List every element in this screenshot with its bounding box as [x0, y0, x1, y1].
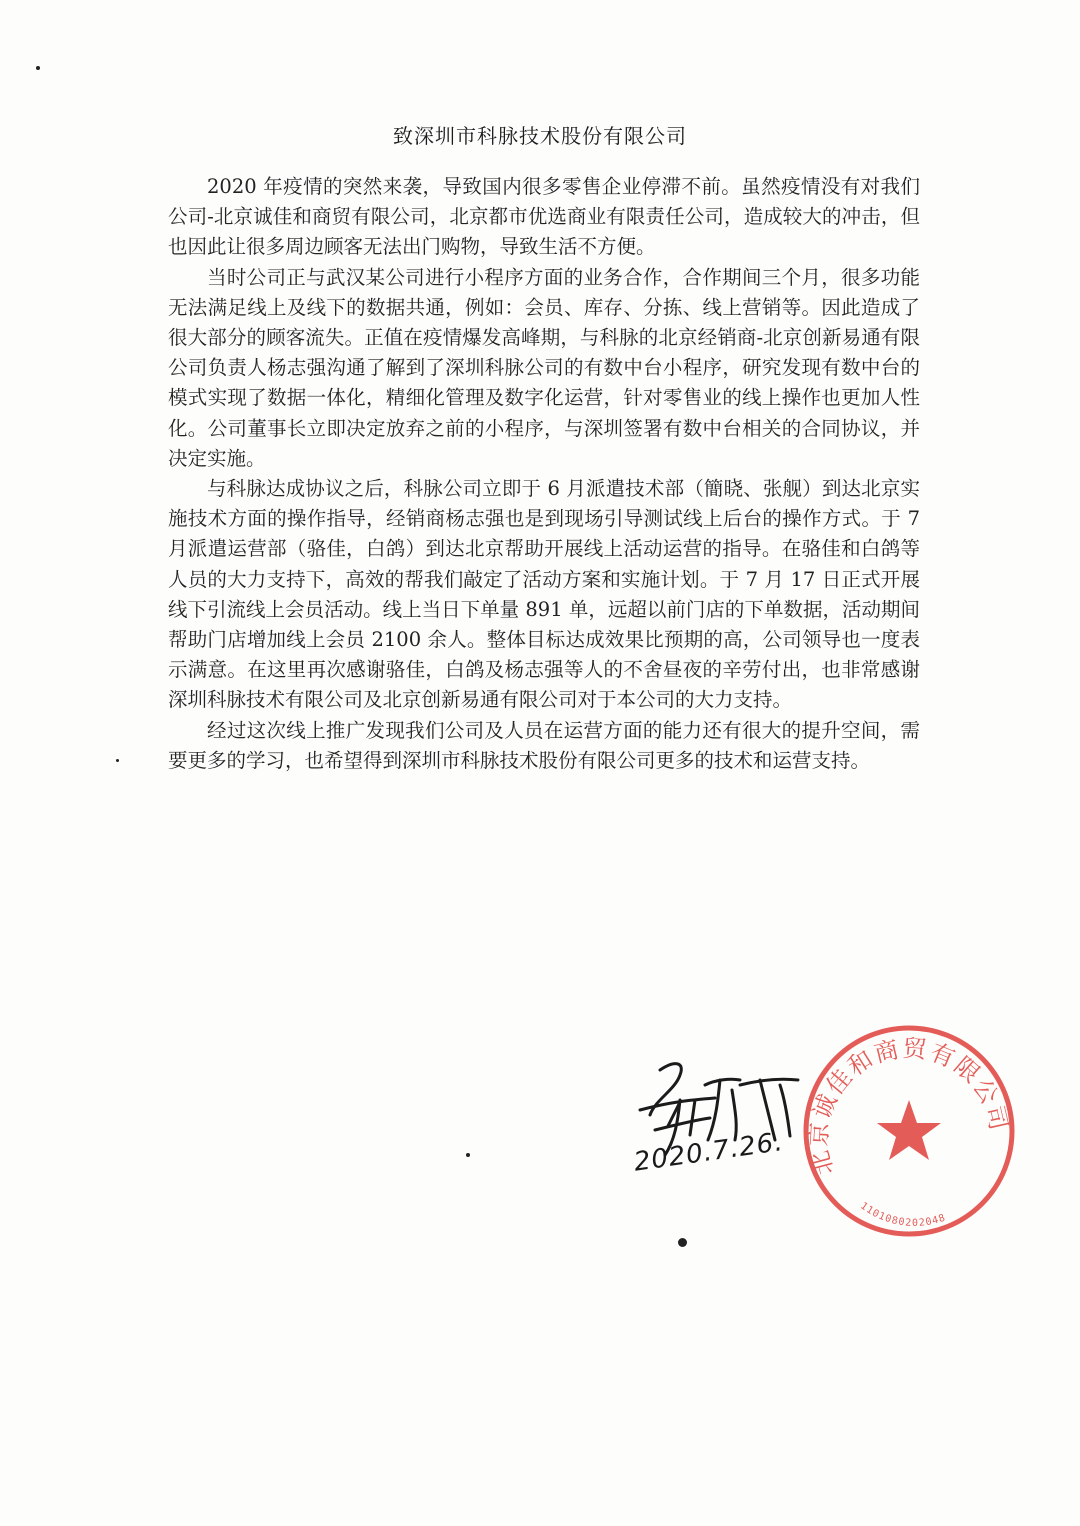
seal-star-icon [877, 1100, 941, 1160]
ink-speck [466, 1153, 470, 1157]
signature-date: 2020.7.26. [632, 1127, 786, 1178]
paragraph-4: 经过这次线上推广发现我们公司及人员在运营方面的能力还有很大的提升空间，需要更多的学习，也希望得到深圳市科脉技术股份有限公司更多的技术和运营支持。 [168, 718, 920, 772]
ink-speck [678, 1238, 687, 1247]
letter-body [168, 172, 920, 776]
paragraph-3: 与科脉达成协议之后，科脉公司立即于 6 月派遣技术部（簡晓、张舰）到达北京实施技术方面的操作指导，经销商杨志强也是到现场引导测试线上后台的操作方式。于 7 月派遣运营部（骆佳，白鸽）到达北京帮助开展线上活动运营的指导。在骆佳和白鸽等人员的大力支持下，高效的帮我们敲定了活动方案和实施计划。于 7 月 17 日正式开展线下引流线上会员活动。线上当日下单量 891 单，远超以前门店的下单数据，活动期间帮助门店增加线上会员 2100 余人。整体目标达成效果比预期的高，公司领导也一度表示满意。在这里再次感谢骆佳，白鸽及杨志强等人的不舍昼夜的辛劳付出，也非常感谢深圳科脉技术有限公司及北京创新易通有限公司对于本公司的大力支持。 [168, 477, 920, 712]
company-seal [800, 1022, 1018, 1240]
handwritten-signature [620, 1040, 820, 1210]
ink-speck [116, 759, 119, 762]
seal-company-name: 北京诚佳和商贸有限公司 [805, 1035, 1013, 1178]
paragraph-2: 当时公司正与武汉某公司进行小程序方面的业务合作，合作期间三个月，很多功能无法满足线上及线下的数据共通，例如：会员、库存、分拣、线上营销等。因此造成了很大部分的顾客流失。正值在疫情爆发高峰期，与科脉的北京经销商-北京创新易通有限公司负责人杨志强沟通了解到了深圳科脉公司的有数中台小程序，研究发现有数中台的模式实现了数据一体化，精细化管理及数字化运营，针对零售业的线上操作也更加人性化。公司董事长立即决定放弃之前的小程序，与深圳签署有数中台相关的合同协议，并决定实施。 [168, 265, 920, 470]
letter-title: 致深圳市科脉技术股份有限公司 [393, 124, 687, 148]
paragraph-1: 2020 年疫情的突然来袭，导致国内很多零售企业停滞不前。虽然疫情没有对我们公司-北京诚佳和商贸有限公司，北京都市优选商业有限责任公司，造成较大的冲击，但也因此让很多周边顾客无法出门购物，导致生活不方便。 [168, 175, 920, 259]
ink-speck [36, 66, 40, 70]
seal-code: 1101080202048 [858, 1200, 948, 1229]
